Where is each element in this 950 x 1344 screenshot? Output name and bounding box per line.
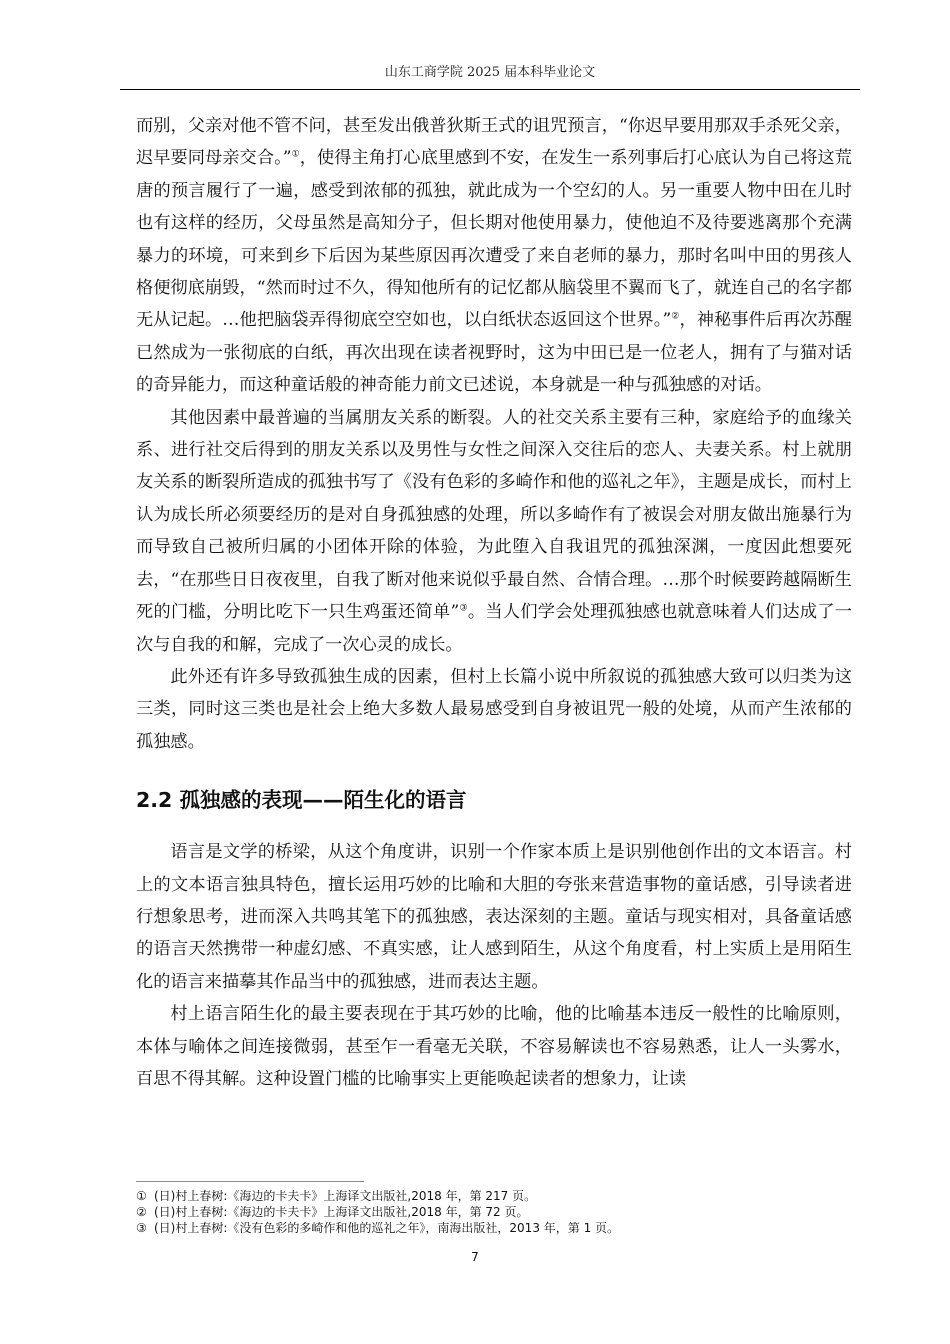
footnote-mark: ③ xyxy=(136,1221,147,1235)
footnote-2 xyxy=(136,1204,852,1220)
footnote-1 xyxy=(136,1188,852,1204)
footnote-text: (日)村上春树:《海边的卡夫卡》上海译文出版社,2018 年，第 72 页。 xyxy=(154,1205,529,1219)
p1-text-c: ，神秘事件后再次苏醒已然成为一张彻底的白纸，再次出现在读者视野时，这为中田已是一位老人，拥有了与猫对话的奇异能力，而这种童话般的神奇能力前文已述说，本身就是一种与孤独感的对话。 xyxy=(136,310,852,396)
footnote-ref-2[interactable]: ② xyxy=(671,311,680,322)
footnote-mark: ① xyxy=(136,1189,147,1203)
paragraph-3: 此外还有许多导致孤独生成的因素，但村上长篇小说中所叙说的孤独感大致可以归类为这三类，同时这三类也是社会上绝大多数人最易感受到自身被诅咒一般的处境，从而产生浓郁的孤独感。 xyxy=(136,666,852,752)
header-rule xyxy=(120,89,860,90)
footnote-ref-3[interactable]: ③ xyxy=(459,603,468,614)
p2-text-b: 。当人们学会处理孤独感也就意味着人们达成了一次与自我的和解，完成了一次心灵的成长。 xyxy=(136,602,852,655)
paragraph-4: 语言是文学的桥梁，从这个角度讲，识别一个作家本质上是识别他创作出的文本语言。村上的文本语言独具特色，擅长运用巧妙的比喻和大胆的夸张来营造事物的童话感，引导读者进行想象思考，进而深入共鸣其笔下的孤独感，表达深刻的主题。童话与现实相对，具备童话感的语言天然携带一种虚幻感、不真实感，让人感到陌生，从这个角度看，村上实质上是用陌生化的语言来描摹其作品当中的孤独感，进而表达主题。 xyxy=(136,842,852,992)
paragraph-1 xyxy=(136,110,852,402)
paragraph-2 xyxy=(136,402,852,661)
footnotes xyxy=(136,1188,852,1236)
footnote-text: (日)村上春树:《海边的卡夫卡》上海译文出版社,2018 年，第 217 页。 xyxy=(154,1189,537,1203)
footnote-rule xyxy=(136,1181,364,1182)
footnote-text: (日)村上春树:《没有色彩的多崎作和他的巡礼之年》，南海出版社，2013 年，第 1 页。 xyxy=(154,1221,620,1235)
footnote-3 xyxy=(136,1220,852,1236)
running-header: 山东工商学院 2025 届本科毕业论文 xyxy=(384,65,596,80)
p1-text-b: ，使得主角打心底里感到不安，在发生一系列事后打心底认为自己将这荒唐的预言履行了一遍，感受到浓郁的孤独，就此成为一个空幻的人。另一重要人物中田在儿时也有这样的经历，父母虽然是高知分子，但长期对他使用暴力，使他迫不及待要逃离那个充满暴力的环境，可来到乡下后因为某些原因再次遭受了来自老师的暴力，那时名叫中田的男孩人格便彻底崩毁，“然而时过不久，得知他所有的记忆都从脑袋里不翼而飞了，就连自己的名字都无从记起。…他把脑袋弄得彻底空空如也，以白纸状态返回这个世界。” xyxy=(136,148,852,331)
footnote-ref-1[interactable]: ① xyxy=(291,149,300,160)
page-number: 7 xyxy=(471,1250,479,1264)
body-text xyxy=(136,110,852,1095)
p1-text-a: 而别，父亲对他不管不问，甚至发出俄普狄斯王式的诅咒预言，“你迟早要用那双手杀死父亲，迟早要同母亲交合。” xyxy=(136,116,852,169)
p2-text-a: 其他因素中最普遍的当属朋友关系的断裂。人的社交关系主要有三种，家庭给予的血缘关系、进行社交后得到的朋友关系以及男性与女性之间深入交往后的恋人、夫妻关系。村上就朋友关系的断裂所造成的孤独书写了《没有色彩的多崎作和他的巡礼之年》，主题是成长，而村上认为成长所必须要经历的是对自身孤独感的处理，所以多崎作有了被误会对朋友做出施暴行为而导致自己被所归属的小团体开除的体验，为此堕入自我诅咒的孤独深渊，一度因此想要死去，“在那些日日夜夜里，自我了断对他来说似乎最自然、合情合理。…那个时候要跨越隔断生死的门槛，分明比吃下一只生鸡蛋还简单” xyxy=(136,407,852,623)
paragraph-5: 村上语言陌生化的最主要表现在于其巧妙的比喻，他的比喻基本违反一般性的比喻原则，本体与喻体之间连接微弱，甚至乍一看毫无关联，不容易解读也不容易熟悉，让人一头雾水，百思不得其解。这种设置门槛的比喻事实上更能唤起读者的想象力，让读 xyxy=(136,1004,852,1089)
footnote-mark: ② xyxy=(136,1205,147,1219)
section-heading: 2.2 孤独感的表现——陌生化的语言 xyxy=(136,788,467,813)
